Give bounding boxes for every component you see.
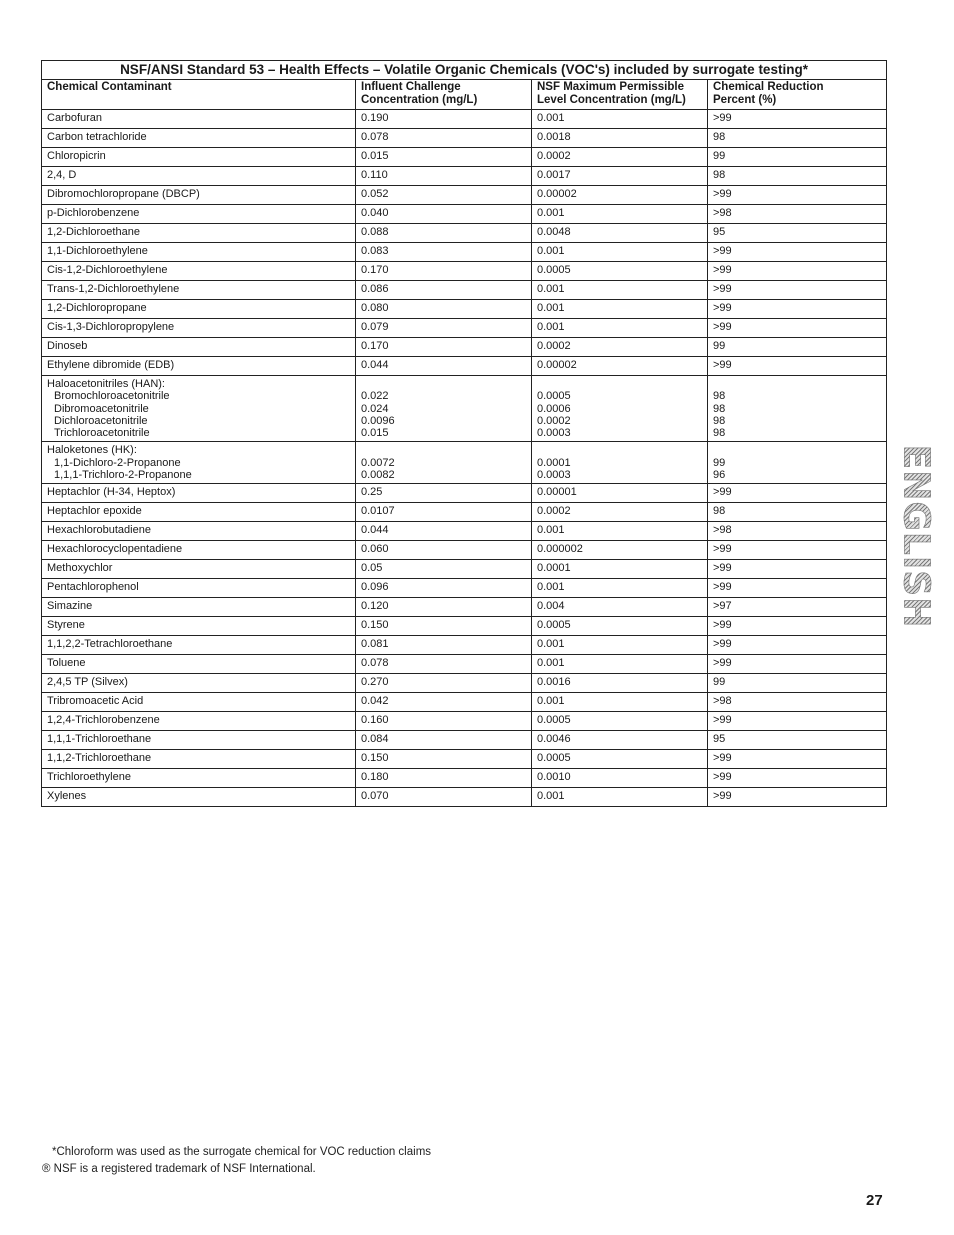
cell-reduction: >98 <box>708 205 887 224</box>
cell-contaminant: Carbon tetrachloride <box>42 129 356 148</box>
cell-reduction: 95 <box>708 224 887 243</box>
voc-table <box>41 60 887 807</box>
table-row <box>42 522 887 541</box>
cell-max-level: 0.0005 <box>532 750 708 769</box>
han-reduction: 98 <box>713 414 726 427</box>
table-row <box>42 503 887 522</box>
han-reduction: 98 <box>713 402 726 415</box>
cell-max-level: 0.0016 <box>532 674 708 693</box>
table-row <box>42 693 887 712</box>
cell-contaminant: p-Dichlorobenzene <box>42 205 356 224</box>
cell-max-level: 0.0048 <box>532 224 708 243</box>
cell-reduction: >99 <box>708 541 887 560</box>
cell-contaminant: 2,4, D <box>42 167 356 186</box>
cell-contaminant: Cis-1,3-Dichloropropylene <box>42 319 356 338</box>
cell-influent: 0.05 <box>356 560 532 579</box>
table-row <box>42 357 887 376</box>
cell-reduction: 99 <box>708 148 887 167</box>
cell-influent: 0.083 <box>356 243 532 262</box>
table-row <box>42 541 887 560</box>
table-row <box>42 243 887 262</box>
cell-contaminant: Trans-1,2-Dichloroethylene <box>42 281 356 300</box>
table-body-top <box>42 110 887 376</box>
footnote-surrogate: *Chloroform was used as the surrogate chemical for VOC reduction claims <box>52 1146 432 1158</box>
cell-contaminant: Styrene <box>42 617 356 636</box>
cell-max-level: 0.0005 <box>532 617 708 636</box>
cell-influent: 0.081 <box>356 636 532 655</box>
cell-contaminant: 1,2-Dichloropropane <box>42 300 356 319</box>
cell-contaminant: 1,1,2-Trichloroethane <box>42 750 356 769</box>
cell-max-level: 0.001 <box>532 300 708 319</box>
han-reduction: 98 <box>713 390 726 403</box>
cell-max-level: 0.001 <box>532 205 708 224</box>
cell-influent: 0.044 <box>356 357 532 376</box>
cell-max-level: 0.001 <box>532 522 708 541</box>
han-label: Haloacetonitriles (HAN): <box>47 378 165 390</box>
cell-influent: 0.170 <box>356 338 532 357</box>
table-row <box>42 186 887 205</box>
table-row <box>42 224 887 243</box>
cell-influent: 0.015 <box>356 148 532 167</box>
cell-contaminant: Hexachlorocyclopentadiene <box>42 541 356 560</box>
table-title: NSF/ANSI Standard 53 – Health Effects – Volatile Organic Chemicals (VOC's) included by surrogate testing* <box>42 61 887 80</box>
cell-influent: 0.044 <box>356 522 532 541</box>
cell-reduction: >98 <box>708 693 887 712</box>
table-row <box>42 674 887 693</box>
cell-reduction: 98 <box>708 503 887 522</box>
cell-max-level: 0.0005 <box>532 262 708 281</box>
hk-influent-cell <box>356 442 532 484</box>
cell-max-level: 0.00002 <box>532 186 708 205</box>
cell-reduction: 98 <box>708 167 887 186</box>
hk-item-name: 1,1,1-Trichloro-2-Propanone <box>54 469 192 482</box>
cell-contaminant: 2,4,5 TP (Silvex) <box>42 674 356 693</box>
cell-influent: 0.25 <box>356 484 532 503</box>
cell-max-level: 0.001 <box>532 579 708 598</box>
cell-max-level: 0.001 <box>532 319 708 338</box>
table-row <box>42 129 887 148</box>
cell-reduction: >99 <box>708 712 887 731</box>
cell-reduction: >99 <box>708 110 887 129</box>
cell-max-level: 0.001 <box>532 243 708 262</box>
han-influent-cell <box>356 376 532 442</box>
cell-influent: 0.096 <box>356 579 532 598</box>
han-max: 0.0003 <box>537 427 571 440</box>
footnote-trademark: ® NSF is a registered trademark of NSF International. <box>42 1163 316 1175</box>
cell-max-level: 0.001 <box>532 281 708 300</box>
cell-influent: 0.078 <box>356 655 532 674</box>
cell-contaminant: Carbofuran <box>42 110 356 129</box>
table-row <box>42 319 887 338</box>
cell-reduction: >97 <box>708 598 887 617</box>
table-row <box>42 205 887 224</box>
cell-influent: 0.110 <box>356 167 532 186</box>
cell-max-level: 0.0010 <box>532 769 708 788</box>
cell-max-level: 0.0005 <box>532 712 708 731</box>
cell-reduction: >99 <box>708 281 887 300</box>
cell-contaminant: Xylenes <box>42 788 356 807</box>
cell-max-level: 0.0002 <box>532 503 708 522</box>
cell-max-level: 0.00001 <box>532 484 708 503</box>
header-chemical-contaminant: Chemical Contaminant <box>42 80 356 110</box>
han-max: 0.0005 <box>537 390 571 403</box>
han-group <box>42 376 887 484</box>
cell-max-level: 0.00002 <box>532 357 708 376</box>
cell-influent: 0.060 <box>356 541 532 560</box>
han-item-name: Bromochloroacetonitrile <box>54 390 170 403</box>
cell-reduction: >99 <box>708 243 887 262</box>
cell-reduction: >99 <box>708 636 887 655</box>
han-influent: 0.0096 <box>361 414 395 427</box>
cell-contaminant: 1,1-Dichloroethylene <box>42 243 356 262</box>
table-row <box>42 750 887 769</box>
cell-contaminant: Trichloroethylene <box>42 769 356 788</box>
cell-reduction: >99 <box>708 357 887 376</box>
cell-contaminant: 1,1,2,2-Tetrachloroethane <box>42 636 356 655</box>
cell-reduction: >99 <box>708 655 887 674</box>
table-row <box>42 712 887 731</box>
language-side-tab <box>895 444 937 628</box>
cell-contaminant: Dibromochloropropane (DBCP) <box>42 186 356 205</box>
cell-max-level: 0.001 <box>532 655 708 674</box>
hk-names-cell <box>42 442 356 484</box>
cell-max-level: 0.000002 <box>532 541 708 560</box>
han-item-name: Dichloroacetonitrile <box>54 414 148 427</box>
cell-reduction: 99 <box>708 338 887 357</box>
hk-label: Haloketones (HK): <box>47 444 137 457</box>
table-row <box>42 560 887 579</box>
cell-contaminant: Toluene <box>42 655 356 674</box>
cell-influent: 0.170 <box>356 262 532 281</box>
cell-influent: 0.080 <box>356 300 532 319</box>
cell-influent: 0.070 <box>356 788 532 807</box>
table-row <box>42 579 887 598</box>
header-influent-challenge: Influent Challenge Concentration (mg/L) <box>356 80 532 110</box>
cell-reduction: >99 <box>708 262 887 281</box>
cell-contaminant: Ethylene dibromide (EDB) <box>42 357 356 376</box>
cell-reduction: >99 <box>708 788 887 807</box>
cell-influent: 0.190 <box>356 110 532 129</box>
cell-reduction: 95 <box>708 731 887 750</box>
han-max: 0.0002 <box>537 414 571 427</box>
cell-influent: 0.270 <box>356 674 532 693</box>
table-row <box>42 655 887 674</box>
table-row <box>42 167 887 186</box>
cell-max-level: 0.0002 <box>532 338 708 357</box>
cell-max-level: 0.0002 <box>532 148 708 167</box>
cell-max-level: 0.0046 <box>532 731 708 750</box>
cell-reduction: >99 <box>708 186 887 205</box>
table-header-row <box>42 80 887 110</box>
cell-contaminant: Cis-1,2-Dichloroethylene <box>42 262 356 281</box>
han-reduction: 98 <box>713 427 726 440</box>
cell-reduction: >99 <box>708 300 887 319</box>
hk-item-name: 1,1-Dichloro-2-Propanone <box>54 456 181 469</box>
cell-contaminant: Simazine <box>42 598 356 617</box>
cell-contaminant: Tribromoacetic Acid <box>42 693 356 712</box>
cell-max-level: 0.001 <box>532 693 708 712</box>
cell-reduction: >99 <box>708 319 887 338</box>
table-row <box>42 262 887 281</box>
han-max-cell <box>532 376 708 442</box>
cell-reduction: 98 <box>708 129 887 148</box>
table-row <box>42 598 887 617</box>
cell-influent: 0.180 <box>356 769 532 788</box>
table-row <box>42 636 887 655</box>
cell-max-level: 0.001 <box>532 788 708 807</box>
cell-reduction: >99 <box>708 769 887 788</box>
han-influent: 0.015 <box>361 427 389 440</box>
cell-influent: 0.086 <box>356 281 532 300</box>
table-row <box>42 484 887 503</box>
cell-contaminant: Pentachlorophenol <box>42 579 356 598</box>
cell-max-level: 0.001 <box>532 636 708 655</box>
cell-reduction: >99 <box>708 579 887 598</box>
cell-influent: 0.084 <box>356 731 532 750</box>
cell-influent: 0.042 <box>356 693 532 712</box>
cell-contaminant: 1,1,1-Trichloroethane <box>42 731 356 750</box>
han-reduction-cell <box>708 376 887 442</box>
table-body-bottom <box>42 484 887 807</box>
table-row <box>42 281 887 300</box>
table-row <box>42 617 887 636</box>
cell-influent: 0.160 <box>356 712 532 731</box>
cell-reduction: >98 <box>708 522 887 541</box>
cell-reduction: >99 <box>708 560 887 579</box>
cell-influent: 0.079 <box>356 319 532 338</box>
header-nsf-max-level: NSF Maximum Permissible Level Concentration (mg/L) <box>532 80 708 110</box>
han-max: 0.0006 <box>537 402 571 415</box>
hk-influent: 0.0072 <box>361 456 395 469</box>
cell-contaminant: Heptachlor epoxide <box>42 503 356 522</box>
cell-contaminant: Dinoseb <box>42 338 356 357</box>
table-row <box>42 148 887 167</box>
table-row-hk <box>42 442 887 484</box>
hk-reduction: 96 <box>713 469 726 482</box>
hk-max: 0.0001 <box>537 456 571 469</box>
cell-influent: 0.078 <box>356 129 532 148</box>
cell-reduction: >99 <box>708 750 887 769</box>
cell-influent: 0.040 <box>356 205 532 224</box>
hk-max-cell <box>532 442 708 484</box>
cell-reduction: 99 <box>708 674 887 693</box>
cell-reduction: >99 <box>708 617 887 636</box>
cell-reduction: >99 <box>708 484 887 503</box>
hk-reduction: 99 <box>713 456 726 469</box>
cell-contaminant: Heptachlor (H-34, Heptox) <box>42 484 356 503</box>
cell-max-level: 0.004 <box>532 598 708 617</box>
cell-contaminant: Methoxychlor <box>42 560 356 579</box>
cell-contaminant: Chloropicrin <box>42 148 356 167</box>
table-row <box>42 731 887 750</box>
hk-influent: 0.0082 <box>361 469 395 482</box>
table-row <box>42 788 887 807</box>
cell-influent: 0.150 <box>356 750 532 769</box>
han-item-name: Trichloroacetonitrile <box>54 427 150 440</box>
table-row-han <box>42 376 887 442</box>
han-influent: 0.024 <box>361 402 389 415</box>
han-item-name: Dibromoacetonitrile <box>54 402 149 415</box>
cell-max-level: 0.0017 <box>532 167 708 186</box>
header-chemical-reduction: Chemical Reduction Percent (%) <box>708 80 887 110</box>
cell-influent: 0.0107 <box>356 503 532 522</box>
side-tab-label: ENGLISH <box>895 444 937 628</box>
cell-influent: 0.088 <box>356 224 532 243</box>
cell-max-level: 0.0018 <box>532 129 708 148</box>
table-row <box>42 300 887 319</box>
table-row <box>42 110 887 129</box>
cell-contaminant: Hexachlorobutadiene <box>42 522 356 541</box>
cell-max-level: 0.001 <box>532 110 708 129</box>
cell-influent: 0.150 <box>356 617 532 636</box>
cell-influent: 0.052 <box>356 186 532 205</box>
cell-max-level: 0.0001 <box>532 560 708 579</box>
table-row <box>42 338 887 357</box>
hk-max: 0.0003 <box>537 469 571 482</box>
page-number: 27 <box>866 1192 883 1209</box>
cell-contaminant: 1,2-Dichloroethane <box>42 224 356 243</box>
han-influent: 0.022 <box>361 390 389 403</box>
cell-influent: 0.120 <box>356 598 532 617</box>
han-names-cell <box>42 376 356 442</box>
cell-contaminant: 1,2,4-Trichlorobenzene <box>42 712 356 731</box>
table-row <box>42 769 887 788</box>
hk-reduction-cell <box>708 442 887 484</box>
